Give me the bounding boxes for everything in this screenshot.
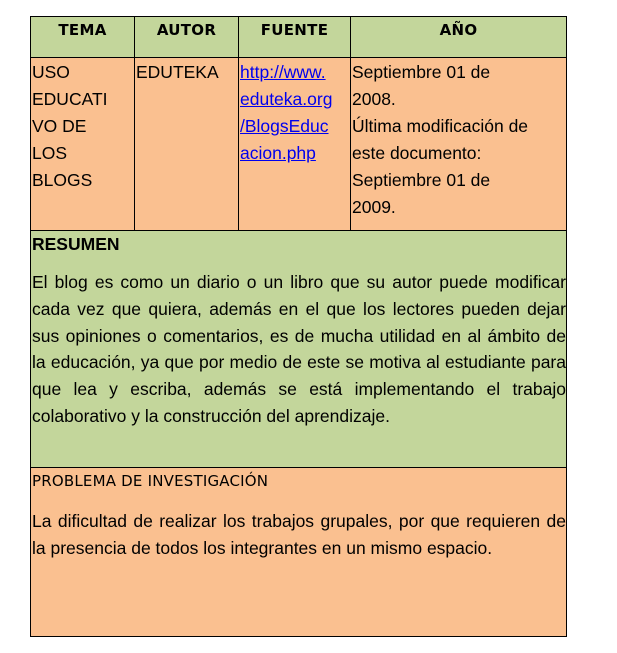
info-cell-fuente — [239, 58, 351, 231]
tema-line: VO DE — [32, 116, 87, 136]
anio-line: 2009. — [352, 197, 396, 217]
info-row — [31, 58, 567, 231]
summary-table — [30, 16, 567, 637]
anio-line: Septiembre 01 de — [352, 170, 491, 190]
source-link[interactable] — [239, 58, 350, 167]
source-link-line[interactable]: http://www. — [240, 62, 326, 82]
header-tema: TEMA — [58, 21, 107, 39]
tema-line: USO — [32, 62, 70, 82]
resumen-row — [31, 231, 567, 468]
tema-line: EDUCATI — [32, 89, 108, 109]
source-link-line[interactable]: /BlogsEduc — [240, 116, 329, 136]
info-cell-anio — [351, 58, 567, 231]
header-cell-anio — [351, 17, 567, 58]
info-cell-tema — [31, 58, 135, 231]
header-row — [31, 17, 567, 58]
anio-line: Septiembre 01 de — [352, 62, 491, 82]
resumen-cell — [31, 231, 567, 468]
header-cell-autor — [135, 17, 239, 58]
header-autor: AUTOR — [156, 21, 217, 39]
document-page — [30, 16, 566, 637]
header-cell-tema — [31, 17, 135, 58]
autor-text: EDUTEKA — [136, 62, 219, 82]
header-cell-fuente — [239, 17, 351, 58]
resumen-title: RESUMEN — [32, 234, 120, 254]
tema-line: BLOGS — [32, 170, 93, 190]
source-link-line[interactable]: eduteka.org — [240, 89, 333, 109]
anio-line: Última modificación de — [352, 116, 529, 136]
anio-line: 2008. — [352, 89, 396, 109]
problema-row — [31, 468, 567, 637]
anio-line: este documento: — [352, 143, 482, 163]
problema-text: La dificultad de realizar los trabajos grupales, por que requieren de la presencia de todos los integrantes en un mismo espacio. — [32, 511, 566, 558]
info-cell-autor — [135, 58, 239, 231]
header-anio: AÑO — [439, 21, 478, 39]
tema-line: LOS — [32, 143, 68, 163]
problema-title: PROBLEMA DE INVESTIGACIÓN — [32, 472, 269, 490]
resumen-text: El blog es como un diario o un libro que su autor puede modificar cada vez que quiera, además en el que los lectores pueden dejar sus opiniones o comentarios, es de mucha utilidad en al ámbito de la educación, ya que por medio de este se motiva al estudiante para que lea y escriba, además se está implementando el trabajo colaborativo y la construcción del aprendizaje. — [32, 272, 566, 426]
source-link-line[interactable]: acion.php — [240, 143, 316, 163]
problema-cell — [31, 468, 567, 637]
header-fuente: FUENTE — [260, 21, 329, 39]
